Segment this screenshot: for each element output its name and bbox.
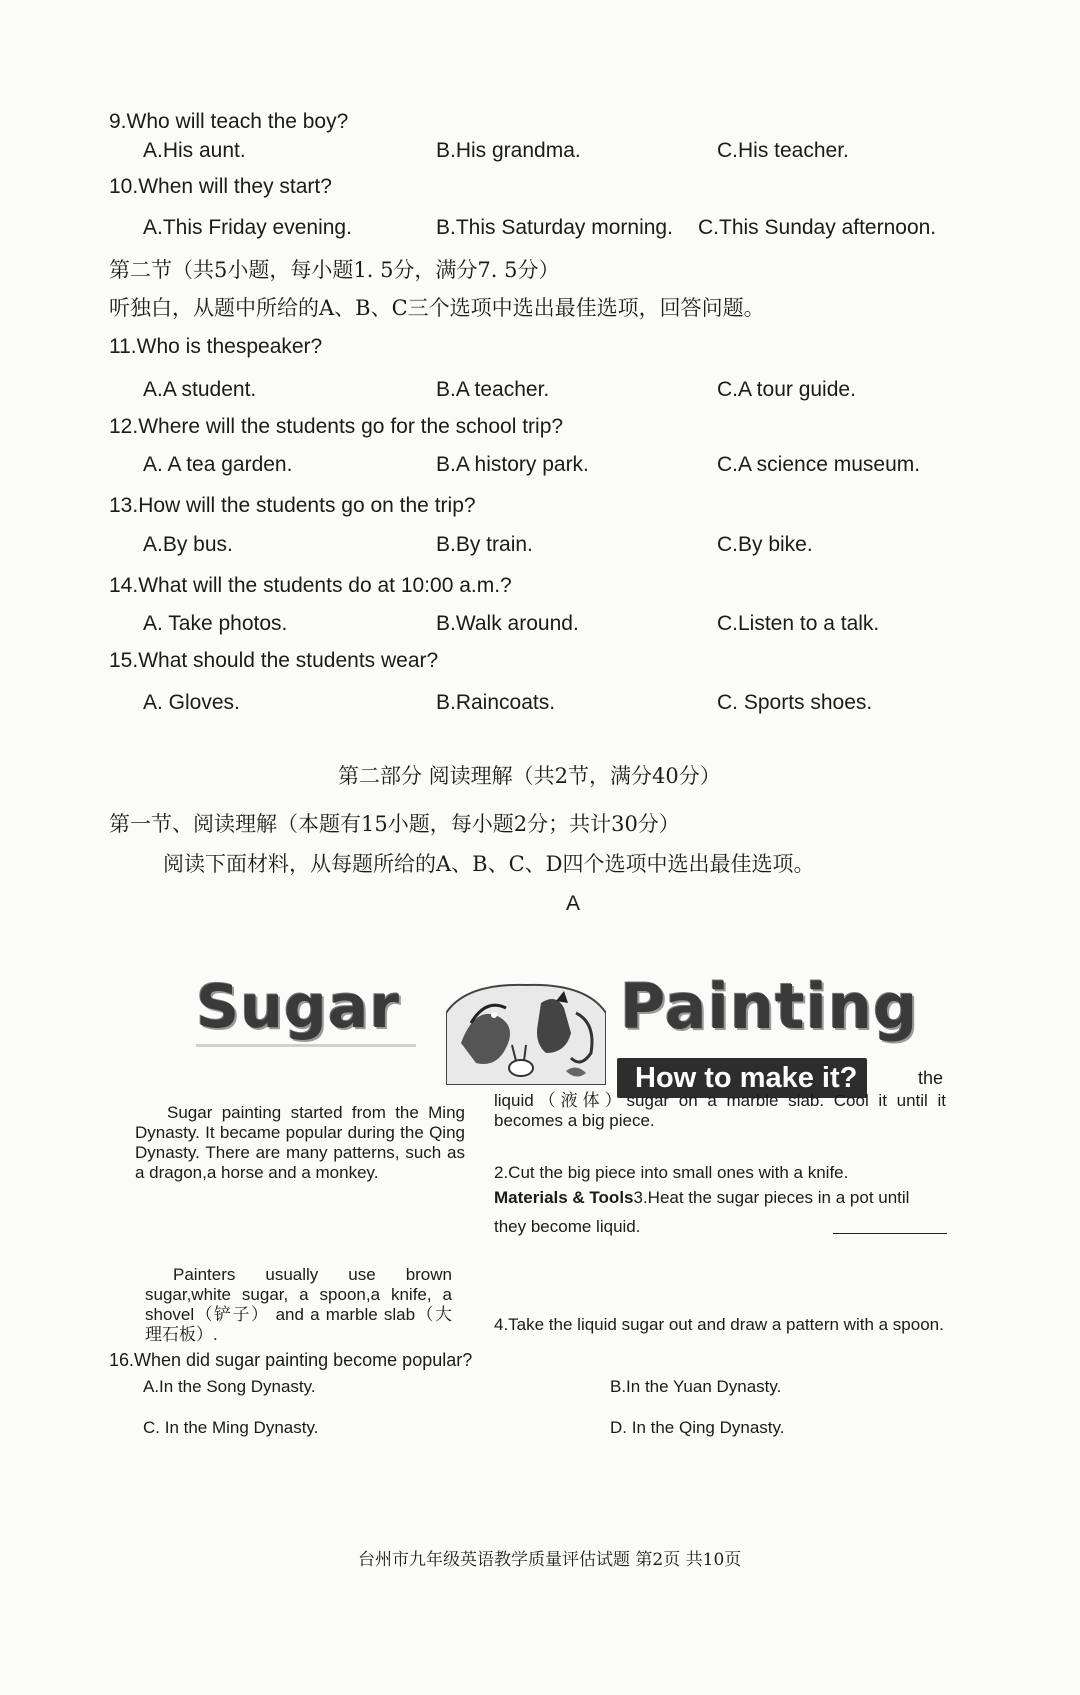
q14-option-c: C.Listen to a talk.	[717, 612, 880, 635]
step-4: 4.Take the liquid sugar out and draw a pattern with a spoon.	[494, 1315, 944, 1334]
q11-option-b: B.A teacher.	[436, 378, 550, 401]
how-to-make-banner: How to make it?	[617, 1058, 867, 1098]
step-1: liquid（液体）sugar on a marble slab. Cool it until it becomes a big piece.	[494, 1091, 946, 1130]
q11-option-c: C.A tour guide.	[717, 378, 856, 401]
q9-option-b: B.His grandma.	[436, 139, 581, 162]
q15-option-b: B.Raincoats.	[436, 691, 556, 714]
q16-option-d: D. In the Qing Dynasty.	[610, 1418, 785, 1437]
step-1-start: the	[918, 1068, 944, 1088]
step-2: 2.Cut the big piece into small ones with a knife.	[494, 1163, 849, 1182]
reading-instruction: 阅读下面材料，从每题所给的A、B、C、D四个选项中选出最佳选项。	[163, 852, 815, 876]
materials-tools-label: Materials & Tools	[494, 1188, 634, 1207]
part-2-title: 第二部分 阅读理解（共2节，满分40分）	[338, 764, 721, 788]
step-3: 3.Heat the sugar pieces in a pot until	[633, 1188, 910, 1207]
zodiac-illustration	[446, 983, 606, 1085]
q15-option-a: A. Gloves.	[143, 691, 240, 714]
q13-option-b: B.By train.	[436, 533, 533, 556]
poster-tools: Painters usually use brown sugar,white sugar, a spoon,a knife, a shovel（铲子） and a marble slab（大理石板）.	[145, 1265, 452, 1344]
q9-option-c: C.His teacher.	[717, 139, 849, 162]
step-3-cont: they become liquid.	[494, 1217, 641, 1236]
q16-option-b: B.In the Yuan Dynasty.	[610, 1377, 782, 1396]
q14-option-a: A. Take photos.	[143, 612, 288, 635]
q14-option-b: B.Walk around.	[436, 612, 579, 635]
question-12: 12.Where will the students go for the school trip?	[109, 415, 564, 438]
q10-option-a: A.This Friday evening.	[143, 216, 352, 239]
section-2-heading: 第二节（共5小题，每小题1. 5分，满分7. 5分）	[109, 258, 560, 282]
q9-option-a: A.His aunt.	[143, 139, 246, 162]
poster-title-sugar: Sugar	[196, 972, 400, 1042]
q12-option-a: A. A tea garden.	[143, 453, 293, 476]
question-9: 9.Who will teach the boy?	[109, 110, 349, 133]
question-10: 10.When will they start?	[109, 175, 332, 198]
q16-option-c: C. In the Ming Dynasty.	[143, 1418, 319, 1437]
q12-option-b: B.A history park.	[436, 453, 589, 476]
q10-option-c: C.This Sunday afternoon.	[698, 216, 937, 239]
poster-title-painting: Painting	[620, 970, 919, 1043]
q13-option-a: A.By bus.	[143, 533, 233, 556]
page-footer: 台州市九年级英语教学质量评估试题 第2页 共10页	[358, 1550, 742, 1570]
q15-option-c: C. Sports shoes.	[717, 691, 873, 714]
q12-option-c: C.A science museum.	[717, 453, 921, 476]
q16-option-a: A.In the Song Dynasty.	[143, 1377, 316, 1396]
question-13: 13.How will the students go on the trip?	[109, 494, 476, 517]
step-3-line	[494, 1188, 909, 1208]
question-14: 14.What will the students do at 10:00 a.m.?	[109, 574, 512, 597]
question-11: 11.Who is thespeaker?	[109, 335, 323, 358]
title-underline	[196, 1044, 416, 1047]
q13-option-c: C.By bike.	[717, 533, 813, 556]
passage-label: A	[566, 892, 581, 915]
question-15: 15.What should the students wear?	[109, 649, 439, 672]
q10-option-b: B.This Saturday morning.	[436, 216, 673, 239]
blank-line	[833, 1232, 947, 1234]
question-16: 16.When did sugar painting become popular?	[109, 1350, 473, 1370]
poster-intro: Sugar painting started from the Ming Dynasty. It became popular during the Qing Dynasty. There are many patterns, such as a dragon,a horse and a monkey.	[135, 1103, 465, 1182]
reading-section-1-heading: 第一节、阅读理解（本题有15小题，每小题2分；共计30分）	[109, 812, 680, 836]
section-2-instruction: 听独白，从题中所给的A、B、C三个选项中选出最佳选项，回答问题。	[109, 296, 765, 320]
q11-option-a: A.A student.	[143, 378, 257, 401]
